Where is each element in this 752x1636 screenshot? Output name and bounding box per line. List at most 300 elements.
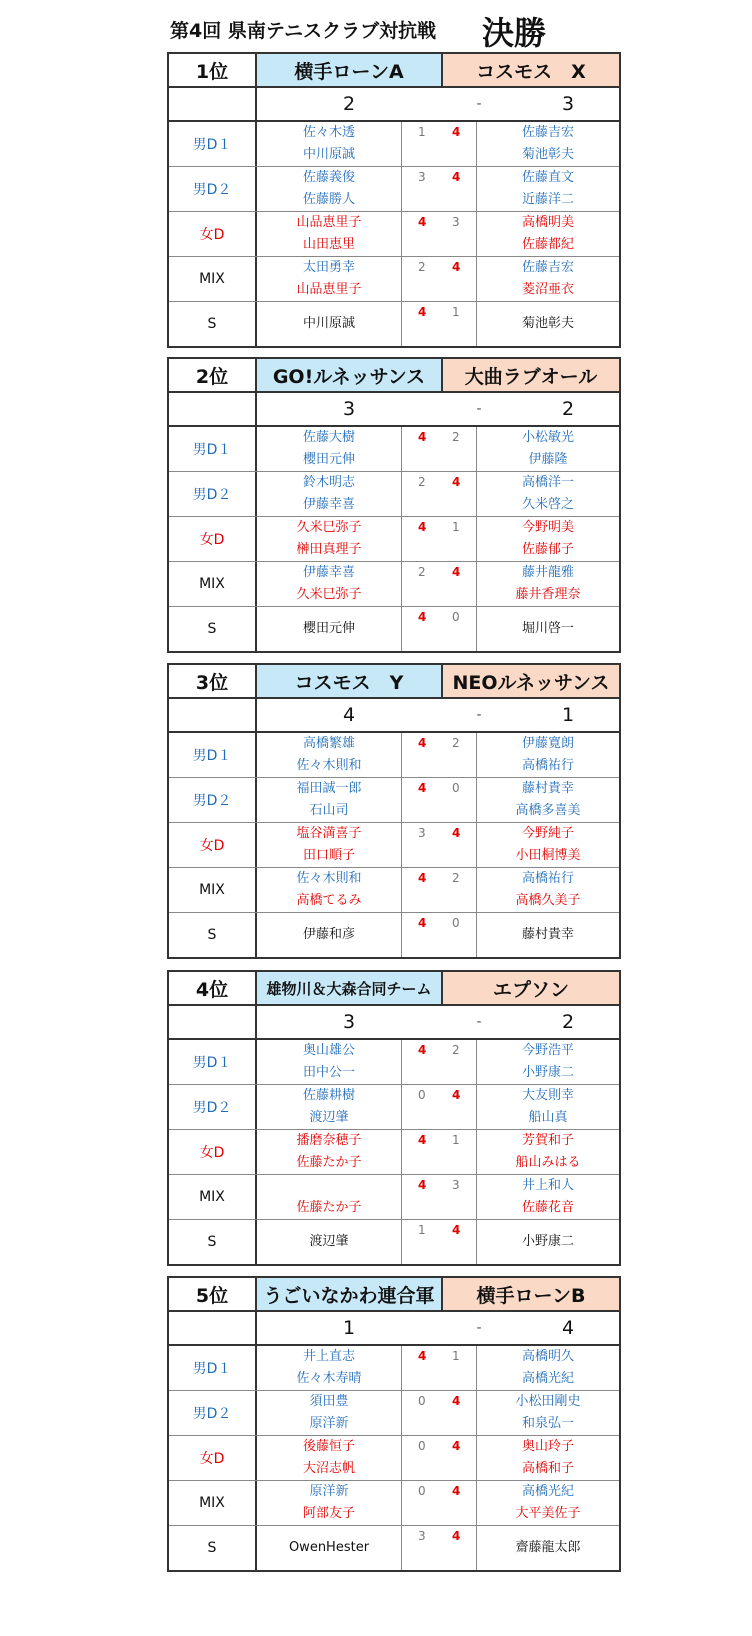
team-a-games: 4 <box>418 871 427 885</box>
team-b-games: 4 <box>452 1394 461 1408</box>
team-a-players <box>257 1085 402 1129</box>
team-a-games: 4 <box>418 215 427 229</box>
game-score <box>402 1481 477 1525</box>
player-name: 大平美佐子 <box>515 1506 581 1521</box>
player-name: 久米巳弥子 <box>296 520 362 535</box>
team-b-games: 1 <box>452 1349 460 1363</box>
player-name: 伊藤和彦 <box>302 927 355 942</box>
team-b-games: 2 <box>452 1043 460 1057</box>
player-name: 播磨奈穂子 <box>296 1133 362 1148</box>
player-name: 和泉弘一 <box>521 1416 574 1431</box>
match-row <box>169 517 619 562</box>
team-a-games: 4 <box>418 1349 427 1363</box>
team-a-score: 1 <box>342 1317 356 1339</box>
block-header <box>169 1278 619 1312</box>
player-name: 今野明美 <box>521 520 574 535</box>
score-row-spacer <box>169 393 257 425</box>
player-name: 高橋多喜美 <box>515 803 581 818</box>
team-b-games: 1 <box>452 305 460 319</box>
player-name: 小松敏光 <box>521 430 574 445</box>
player-name: 高橋てるみ <box>296 893 362 908</box>
match-type-label: 男D２ <box>169 1085 257 1129</box>
player-name: 佐藤義俊 <box>302 170 355 185</box>
player-name: 佐藤吉宏 <box>521 125 574 140</box>
team-b-games: 4 <box>452 826 461 840</box>
game-score <box>402 1130 477 1174</box>
player-name: 奥山雄公 <box>302 1043 355 1058</box>
player-name: 田中公一 <box>302 1065 355 1080</box>
team-b-name: エプソン <box>441 972 619 1004</box>
player-name: 中川原誠 <box>302 147 355 162</box>
team-score-row <box>169 88 619 122</box>
game-score <box>402 1175 477 1219</box>
team-b-score: 3 <box>561 93 575 115</box>
team-a-players <box>257 913 402 957</box>
team-a-games: 2 <box>418 260 426 274</box>
player-name: 福田誠一郎 <box>296 781 362 796</box>
player-name: 小野康二 <box>521 1234 574 1249</box>
player-name: 山田恵里 <box>302 237 355 252</box>
player-name: 太田勇幸 <box>302 260 355 275</box>
player-name: 後藤恒子 <box>302 1439 355 1454</box>
match-type-label: MIX <box>169 257 257 301</box>
player-name: 大友則幸 <box>521 1088 574 1103</box>
team-a-players <box>257 823 402 867</box>
team-b-games: 4 <box>452 170 461 184</box>
team-b-score: 2 <box>561 1011 575 1033</box>
player-name: 小野康二 <box>521 1065 574 1080</box>
match-type-label: S <box>169 607 257 651</box>
rank-label: 4位 <box>169 972 257 1004</box>
team-a-games: 3 <box>418 170 426 184</box>
game-score <box>402 1391 477 1435</box>
team-a-players <box>257 1391 402 1435</box>
score-row-spacer <box>169 88 257 120</box>
team-b-players <box>477 1526 619 1570</box>
game-score <box>402 913 477 957</box>
player-name: 高橋明美 <box>521 215 574 230</box>
player-name: 今野浩平 <box>521 1043 574 1058</box>
player-name: 高橋和子 <box>521 1461 574 1476</box>
match-type-label: 男D１ <box>169 1040 257 1084</box>
team-a-games: 2 <box>418 475 426 489</box>
team-a-score: 3 <box>342 398 356 420</box>
block-header <box>169 972 619 1006</box>
team-b-name: 大曲ラブオール <box>441 359 619 391</box>
team-b-players <box>477 778 619 822</box>
team-b-players <box>477 122 619 166</box>
team-a-players <box>257 1526 402 1570</box>
team-a-players <box>257 257 402 301</box>
result-block <box>167 1276 621 1572</box>
player-name: 佐藤耕樹 <box>302 1088 355 1103</box>
player-name: 中川原誠 <box>302 316 355 331</box>
team-a-games: 4 <box>418 1133 427 1147</box>
team-a-players <box>257 517 402 561</box>
player-name: 櫻田元伸 <box>302 621 355 636</box>
player-name: 佐藤都紀 <box>521 237 574 252</box>
team-b-games: 4 <box>452 1484 461 1498</box>
match-row <box>169 1391 619 1436</box>
team-a-players <box>257 1436 402 1480</box>
player-name: 原洋新 <box>309 1484 349 1499</box>
match-row <box>169 257 619 302</box>
team-b-players <box>477 823 619 867</box>
team-b-score: 4 <box>561 1317 575 1339</box>
team-b-score: 1 <box>561 704 575 726</box>
player-name: 藤井龍雅 <box>521 565 574 580</box>
match-row <box>169 1040 619 1085</box>
match-row <box>169 562 619 607</box>
player-name: 高橋祐行 <box>521 758 574 773</box>
result-block <box>167 357 621 653</box>
player-name: 須田豊 <box>309 1394 349 1409</box>
match-type-label: MIX <box>169 1175 257 1219</box>
team-a-players <box>257 607 402 651</box>
player-name: 藤村貴幸 <box>521 927 574 942</box>
match-type-label: 男D１ <box>169 427 257 471</box>
team-b-players <box>477 1436 619 1480</box>
team-a-games: 4 <box>418 1178 427 1192</box>
match-type-label: 男D１ <box>169 733 257 777</box>
player-name: 堀川啓一 <box>521 621 574 636</box>
game-score <box>402 302 477 346</box>
team-b-players <box>477 607 619 651</box>
team-a-name: うごいなかわ連合軍 <box>257 1278 441 1310</box>
player-name: 佐藤勝人 <box>302 192 355 207</box>
team-b-players <box>477 302 619 346</box>
player-name: 菊池彰夫 <box>521 147 574 162</box>
game-score <box>402 778 477 822</box>
game-score <box>402 1220 477 1264</box>
player-name: 高橋久美子 <box>515 893 581 908</box>
team-a-score: 2 <box>342 93 356 115</box>
team-b-players <box>477 427 619 471</box>
match-row <box>169 427 619 472</box>
team-b-games: 0 <box>452 610 460 624</box>
player-name: 菱沼亜衣 <box>521 282 574 297</box>
team-b-players <box>477 1040 619 1084</box>
team-a-players <box>257 1130 402 1174</box>
player-name: 山品恵里子 <box>296 215 362 230</box>
rank-label: 1位 <box>169 54 257 86</box>
team-b-players <box>477 517 619 561</box>
team-a-games: 0 <box>418 1484 426 1498</box>
player-name: 原洋新 <box>309 1416 349 1431</box>
game-score <box>402 562 477 606</box>
player-name: 伊藤隆 <box>528 452 568 467</box>
player-name: 佐藤たか子 <box>296 1155 362 1170</box>
match-type-label: S <box>169 1526 257 1570</box>
match-row <box>169 1085 619 1130</box>
team-b-games: 3 <box>452 1178 460 1192</box>
player-name: 高橋光紀 <box>521 1484 574 1499</box>
team-score-row <box>169 699 619 733</box>
player-name: 伊藤寛朗 <box>521 736 574 751</box>
match-row <box>169 212 619 257</box>
player-name: 石山司 <box>309 803 349 818</box>
score-separator: - <box>476 707 482 723</box>
player-name: 齋藤龍太郎 <box>515 1540 581 1555</box>
team-a-players <box>257 1346 402 1390</box>
match-row <box>169 1220 619 1264</box>
player-name: OwenHester <box>288 1540 370 1555</box>
team-a-players <box>257 167 402 211</box>
game-score <box>402 212 477 256</box>
match-type-label: 女D <box>169 212 257 256</box>
team-a-players <box>257 302 402 346</box>
player-name: 伊藤幸喜 <box>302 497 355 512</box>
result-block <box>167 52 621 348</box>
player-name: 佐藤直文 <box>521 170 574 185</box>
player-name: 佐藤大樹 <box>302 430 355 445</box>
match-row <box>169 778 619 823</box>
score-row-spacer <box>169 1312 257 1344</box>
player-name: 佐々木則和 <box>296 758 362 773</box>
team-a-score: 3 <box>342 1011 356 1033</box>
result-block <box>167 970 621 1266</box>
match-type-label: 男D１ <box>169 1346 257 1390</box>
game-score <box>402 1346 477 1390</box>
match-row <box>169 823 619 868</box>
match-row <box>169 1130 619 1175</box>
team-a-games: 4 <box>418 736 427 750</box>
player-name: 菊池彰夫 <box>521 316 574 331</box>
match-row <box>169 1481 619 1526</box>
player-name: 藤村貴幸 <box>521 781 574 796</box>
game-score <box>402 472 477 516</box>
team-b-games: 4 <box>452 1529 461 1543</box>
team-b-players <box>477 562 619 606</box>
match-row <box>169 472 619 517</box>
result-block <box>167 663 621 959</box>
game-score <box>402 733 477 777</box>
team-a-games: 0 <box>418 1088 426 1102</box>
team-b-games: 4 <box>452 1088 461 1102</box>
game-score <box>402 1085 477 1129</box>
match-type-label: 女D <box>169 823 257 867</box>
match-type-label: 男D２ <box>169 1391 257 1435</box>
score-separator: - <box>476 1320 482 1336</box>
team-b-players <box>477 1130 619 1174</box>
team-b-players <box>477 1481 619 1525</box>
player-name: 塩谷満喜子 <box>296 826 362 841</box>
match-type-label: 女D <box>169 1436 257 1480</box>
team-a-name: 雄物川＆大森合同チーム <box>257 972 441 1004</box>
match-type-label: 女D <box>169 1130 257 1174</box>
team-b-players <box>477 733 619 777</box>
game-score <box>402 517 477 561</box>
game-score <box>402 122 477 166</box>
team-a-games: 4 <box>418 781 427 795</box>
game-score <box>402 868 477 912</box>
match-type-label: S <box>169 1220 257 1264</box>
player-name: 佐藤花音 <box>521 1200 574 1215</box>
team-b-games: 4 <box>452 1439 461 1453</box>
stage-title: 決勝 <box>482 14 547 52</box>
team-b-games: 1 <box>452 1133 460 1147</box>
player-name: 渡辺肇 <box>309 1110 349 1125</box>
team-a-games: 4 <box>418 305 427 319</box>
team-b-players <box>477 913 619 957</box>
team-a-games: 4 <box>418 1043 427 1057</box>
block-header <box>169 665 619 699</box>
team-b-players <box>477 212 619 256</box>
team-b-games: 4 <box>452 475 461 489</box>
player-name: 小松田剛史 <box>515 1394 581 1409</box>
player-name: 佐々木則和 <box>296 871 362 886</box>
player-name: 高橋光紀 <box>521 1371 574 1386</box>
score-row-spacer <box>169 699 257 731</box>
game-score <box>402 1040 477 1084</box>
team-a-players <box>257 1175 402 1219</box>
team-a-players <box>257 733 402 777</box>
match-type-label: MIX <box>169 868 257 912</box>
team-b-games: 1 <box>452 520 460 534</box>
team-a-name: GO!ルネッサンス <box>257 359 441 391</box>
player-name: 芳賀和子 <box>521 1133 574 1148</box>
match-type-label: S <box>169 302 257 346</box>
player-name: 佐藤たか子 <box>296 1200 362 1215</box>
team-a-players <box>257 122 402 166</box>
team-a-players <box>257 1481 402 1525</box>
page-header <box>170 8 610 52</box>
team-a-games: 2 <box>418 565 426 579</box>
game-score <box>402 167 477 211</box>
team-a-games: 4 <box>418 520 427 534</box>
match-type-label: S <box>169 913 257 957</box>
team-b-players <box>477 1220 619 1264</box>
team-a-games: 3 <box>418 1529 426 1543</box>
match-row <box>169 1346 619 1391</box>
team-b-games: 2 <box>452 871 460 885</box>
match-row <box>169 868 619 913</box>
block-header <box>169 359 619 393</box>
team-b-games: 4 <box>452 125 461 139</box>
team-score-row <box>169 1006 619 1040</box>
player-name: 高橋明久 <box>521 1349 574 1364</box>
player-name: 佐藤吉宏 <box>521 260 574 275</box>
team-b-games: 2 <box>452 736 460 750</box>
match-row <box>169 913 619 957</box>
team-score-row <box>169 1312 619 1346</box>
match-row <box>169 1436 619 1481</box>
team-a-players <box>257 472 402 516</box>
match-type-label: 男D２ <box>169 167 257 211</box>
team-a-score: 4 <box>342 704 356 726</box>
team-a-games: 3 <box>418 826 426 840</box>
match-type-label: 男D２ <box>169 472 257 516</box>
match-type-label: MIX <box>169 1481 257 1525</box>
player-name: 小田桐博美 <box>515 848 581 863</box>
player-name: 佐々木寿晴 <box>296 1371 362 1386</box>
team-a-games: 4 <box>418 610 427 624</box>
rank-label: 2位 <box>169 359 257 391</box>
score-row-spacer <box>169 1006 257 1038</box>
team-b-games: 0 <box>452 781 460 795</box>
team-b-players <box>477 472 619 516</box>
rank-label: 5位 <box>169 1278 257 1310</box>
score-separator: - <box>476 96 482 112</box>
match-type-label: 男D１ <box>169 122 257 166</box>
team-a-games: 0 <box>418 1394 426 1408</box>
team-b-games: 0 <box>452 916 460 930</box>
team-b-players <box>477 167 619 211</box>
team-b-name: コスモス X <box>441 54 619 86</box>
team-a-games: 1 <box>418 125 426 139</box>
team-b-games: 4 <box>452 565 461 579</box>
player-name: 佐藤郁子 <box>521 542 574 557</box>
team-b-games: 4 <box>452 1223 461 1237</box>
score-separator: - <box>476 401 482 417</box>
team-a-players <box>257 1040 402 1084</box>
block-header <box>169 54 619 88</box>
player-name: 高橋洋一 <box>521 475 574 490</box>
match-row <box>169 607 619 651</box>
team-b-games: 4 <box>452 260 461 274</box>
match-row <box>169 302 619 346</box>
team-a-players <box>257 868 402 912</box>
player-name: 鈴木明志 <box>302 475 355 490</box>
team-a-games: 4 <box>418 430 427 444</box>
team-a-games: 1 <box>418 1223 426 1237</box>
match-row <box>169 122 619 167</box>
player-name: 榊田真理子 <box>296 542 362 557</box>
player-name: 渡辺肇 <box>309 1234 349 1249</box>
team-b-games: 3 <box>452 215 460 229</box>
team-b-games: 2 <box>452 430 460 444</box>
team-a-players <box>257 212 402 256</box>
player-name: 大沼志帆 <box>302 1461 355 1476</box>
team-a-players <box>257 1220 402 1264</box>
player-name: 久米巳弥子 <box>296 587 362 602</box>
team-b-players <box>477 868 619 912</box>
score-separator: - <box>476 1014 482 1030</box>
team-a-games: 4 <box>418 916 427 930</box>
player-name: 高橋祐行 <box>521 871 574 886</box>
team-b-players <box>477 1391 619 1435</box>
team-a-players <box>257 427 402 471</box>
match-row <box>169 1175 619 1220</box>
team-a-players <box>257 778 402 822</box>
player-name: 船山みはる <box>515 1155 581 1170</box>
game-score <box>402 1436 477 1480</box>
team-score-row <box>169 393 619 427</box>
player-name: 高橋繁雄 <box>302 736 355 751</box>
player-name: 伊藤幸喜 <box>302 565 355 580</box>
player-name: 久米啓之 <box>521 497 574 512</box>
player-name: 田口順子 <box>302 848 355 863</box>
player-name: 藤井香理奈 <box>515 587 581 602</box>
match-type-label: 男D２ <box>169 778 257 822</box>
match-row <box>169 733 619 778</box>
game-score <box>402 257 477 301</box>
player-name: 井上和人 <box>521 1178 574 1193</box>
page-title: 第4回 県南テニスクラブ対抗戦 <box>170 20 437 42</box>
player-name: 近藤洋二 <box>521 192 574 207</box>
game-score <box>402 1526 477 1570</box>
player-name: 阿部友子 <box>302 1506 355 1521</box>
match-type-label: 女D <box>169 517 257 561</box>
player-name: 井上直志 <box>302 1349 355 1364</box>
team-b-name: 横手ローンB <box>441 1278 619 1310</box>
team-a-name: コスモス Y <box>257 665 441 697</box>
team-a-games: 0 <box>418 1439 426 1453</box>
player-name: 奥山玲子 <box>521 1439 574 1454</box>
player-name: 船山真 <box>528 1110 568 1125</box>
player-name: 佐々木透 <box>302 125 355 140</box>
player-name: 今野純子 <box>521 826 574 841</box>
